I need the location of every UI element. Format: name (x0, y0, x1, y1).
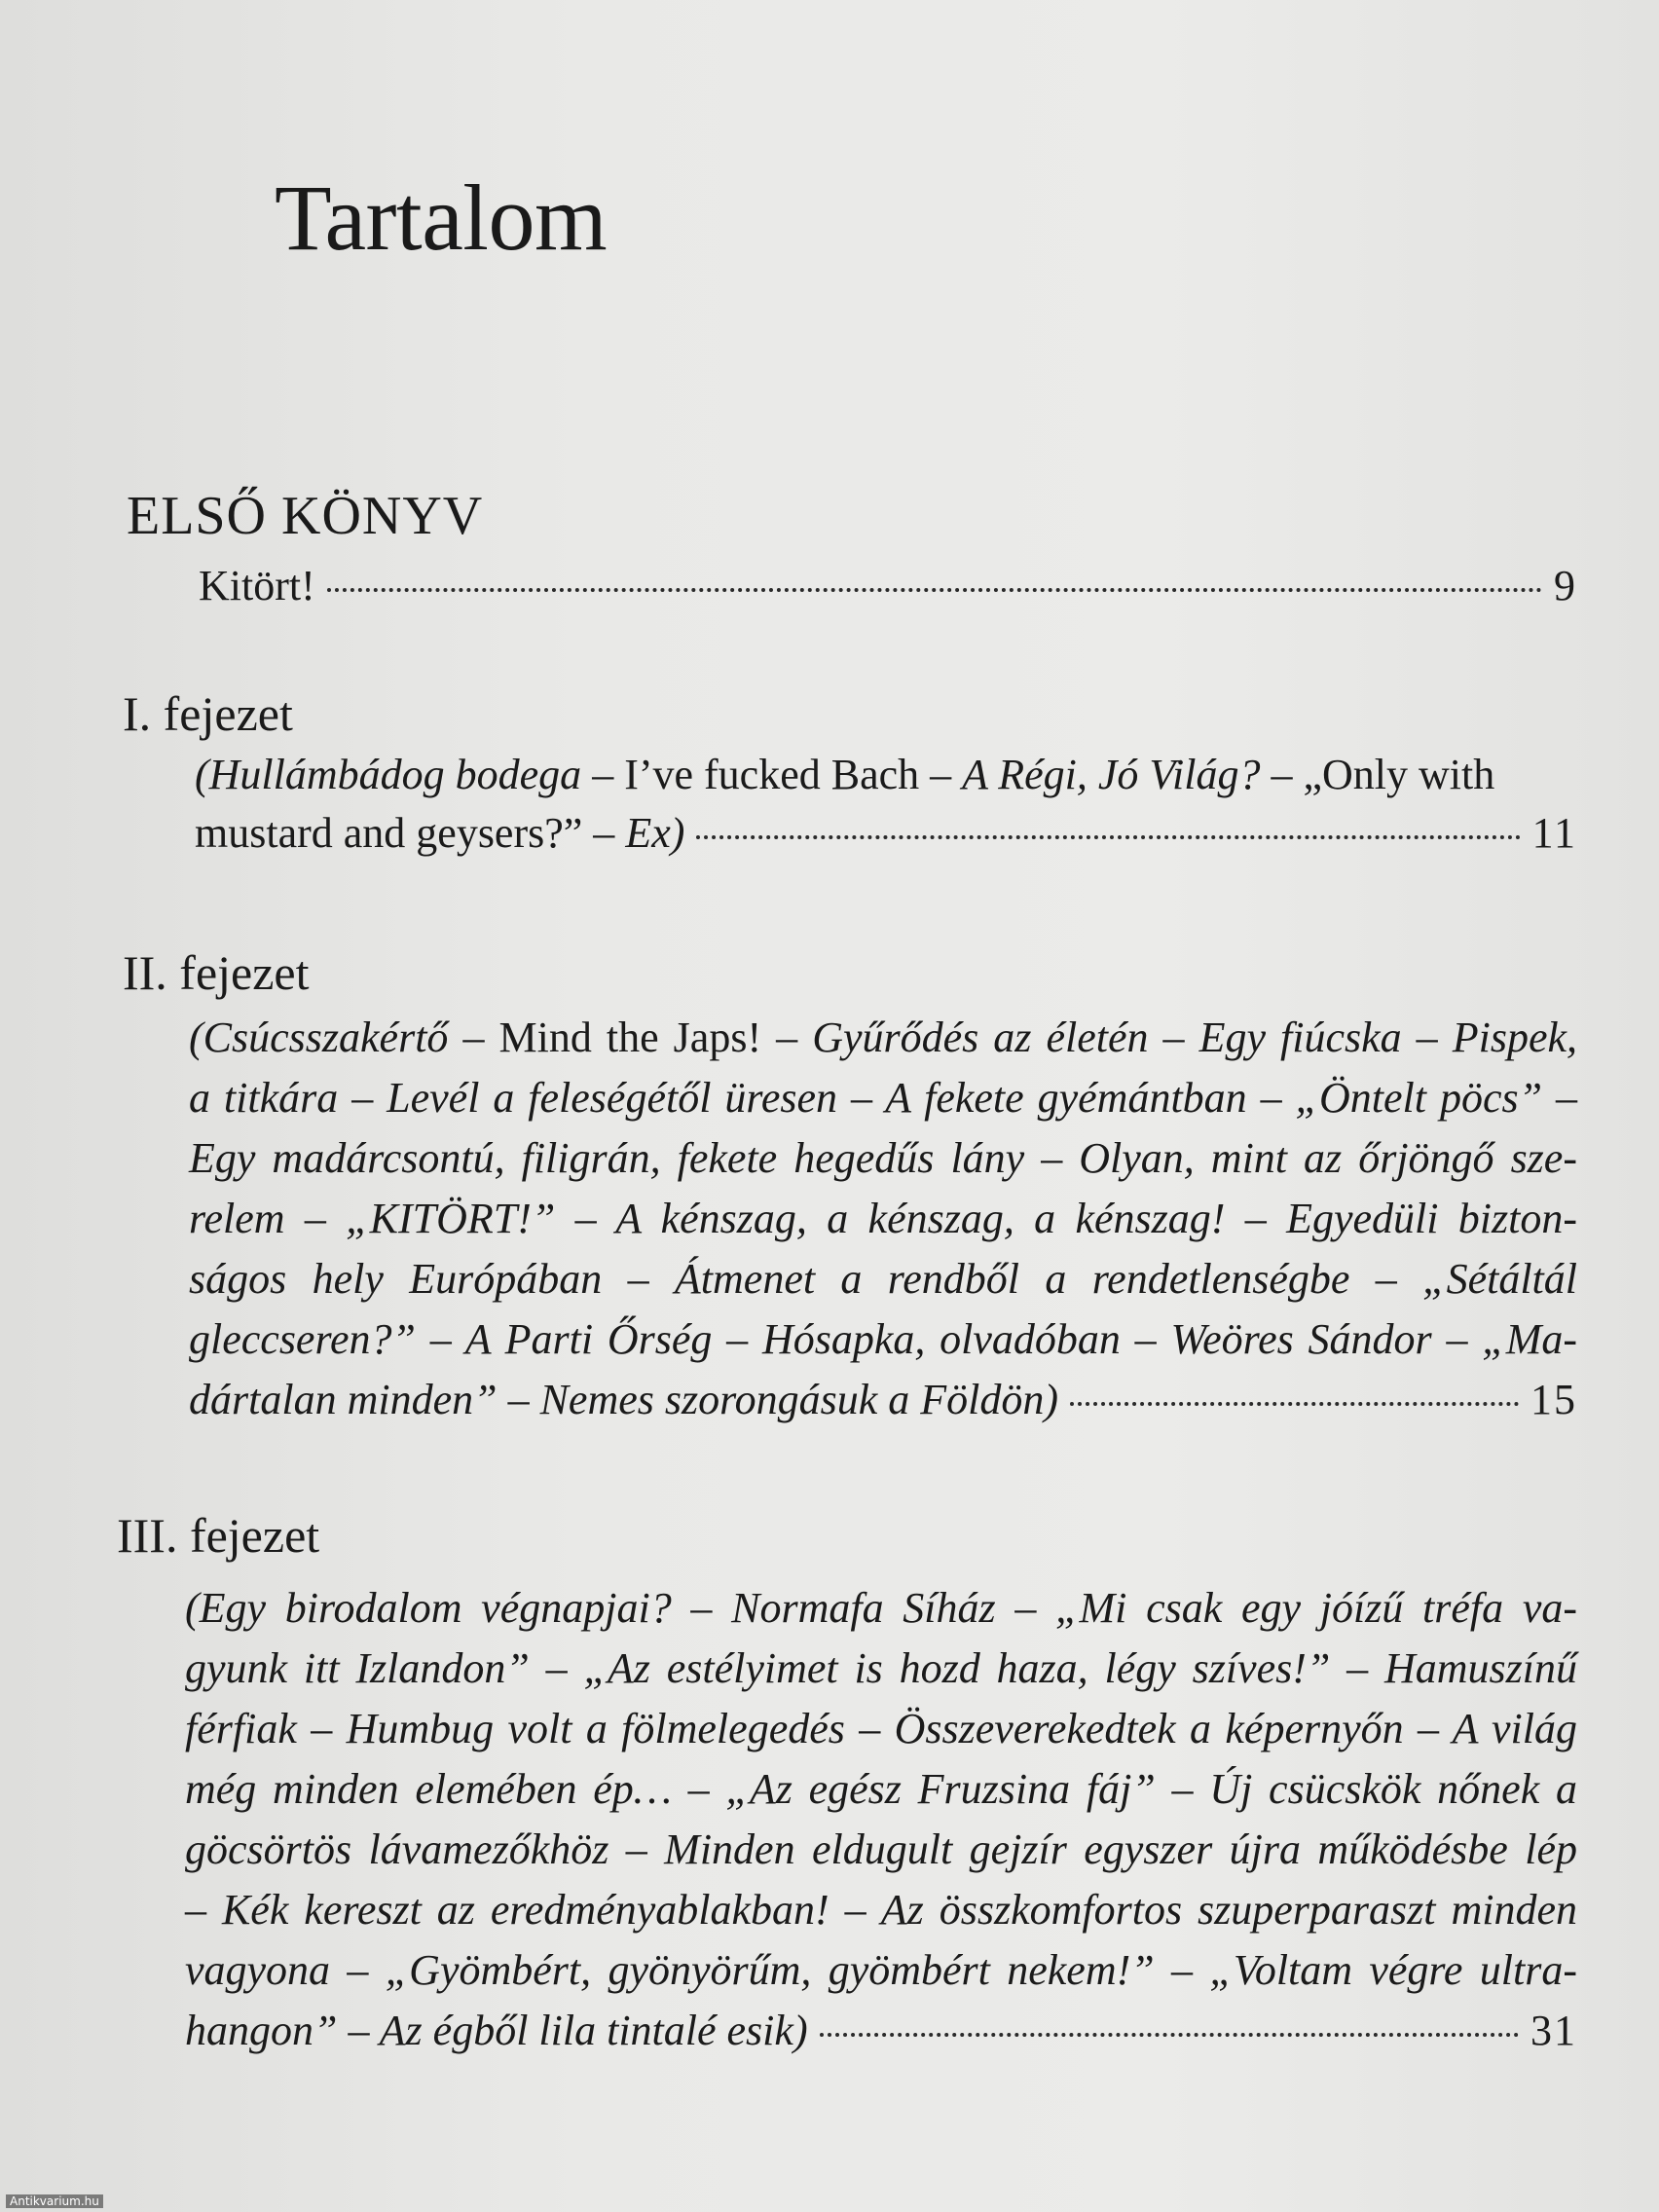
text-segment: gyunk itt Izlandon” – „Az estélyimet is hozd haza, légy szíves!” – Hamuszínű (185, 1644, 1577, 1692)
toc-entry-kitort[interactable] (199, 561, 1577, 610)
chapter-2-line-5 (189, 1254, 1577, 1304)
chapter-2-page: 15 (1530, 1376, 1577, 1423)
text-segment: ságos hely Európában – Átmenet a rendből a rendetlenségbe – „Sétáltál (189, 1255, 1577, 1303)
chapter-heading-3: III. fejezet (117, 1508, 320, 1563)
chapter-heading-2: II. fejezet (123, 945, 310, 1000)
toc-entry-label: Kitört! (199, 562, 315, 609)
chapter-heading-1: I. fejezet (123, 686, 293, 741)
text-segment: relem – „KITÖRT!” – A kénszag, a kénszag, a kénszag! – Egyedüli bizton- (189, 1195, 1577, 1242)
text-segment: (Csúcsszakértő (189, 1014, 449, 1061)
book-heading: ELSŐ KÖNYV (127, 486, 484, 546)
chapter-2-line-3 (189, 1133, 1577, 1183)
chapter-1-line-2 (195, 808, 1577, 858)
text-segment: A Régi, Jó Világ? (962, 751, 1261, 798)
text-segment: a titkára – Levél a feleségétől üresen – A fekete gyémántban – „Öntelt pöcs” – (189, 1074, 1577, 1122)
leader-dots (327, 588, 1542, 592)
chapter-3-line-8 (185, 2006, 1577, 2055)
text-segment: Ex) (625, 809, 685, 857)
leader-dots (820, 2033, 1519, 2037)
text-segment: gleccseren?” – A Parti Őrség – Hósapka, olvadóban – Weöres Sándor – „Ma- (189, 1315, 1577, 1363)
text-segment: még minden elemében ép… – „Az egész Fruzsina fáj” – Új csücskök nőnek a (185, 1765, 1577, 1813)
text-segment: (Hullámbádog bodega (195, 751, 582, 798)
text-segment: Gyűrődés az életén – Egy fiúcska – Pispek, (812, 1014, 1578, 1061)
watermark: Antikvarium.hu (6, 2194, 103, 2208)
chapter-3-line-2 (185, 1643, 1577, 1693)
text-segment: Egy madárcsontú, filigrán, fekete hegedűs lány – Olyan, mint az őrjöngő sze- (189, 1134, 1577, 1182)
chapter-2-line-6 (189, 1314, 1577, 1364)
leader-dots (1070, 1402, 1519, 1406)
chapter-3-line-4 (185, 1764, 1577, 1814)
text-segment: – „Only with (1260, 751, 1495, 798)
chapter-2-line-2 (189, 1073, 1577, 1123)
chapter-1-line-1 (195, 750, 1577, 799)
text-segment: vagyona – „Gyömbért, gyönyörűm, gyömbért nekem!” – „Voltam végre ultra- (185, 1946, 1577, 1994)
text-segment: férfiak – Humbug volt a fölmelegedés – Összeverekedtek a képernyőn – A világ (185, 1705, 1577, 1752)
chapter-3-line-3 (185, 1704, 1577, 1753)
text-segment: göcsörtös lávamezőkhöz – Minden eldugult gejzír egyszer újra működésbe lép (185, 1825, 1577, 1873)
text-segment: (Egy birodalom végnapjai? – Normafa Síház – „Mi csak egy jóízű tréfa va- (185, 1584, 1577, 1632)
chapter-2-line-1 (189, 1013, 1577, 1062)
page-title: Tartalom (275, 166, 608, 270)
text-segment: mustard and geysers?” – (195, 809, 626, 857)
text-segment: hangon” – Az égből lila tintalé esik) (185, 2007, 808, 2054)
chapter-2-line-7 (189, 1375, 1577, 1424)
leader-dots (696, 835, 1520, 839)
text-segment: dártalan minden” – Nemes szorongásuk a Földön) (189, 1376, 1059, 1423)
chapter-3-page: 31 (1530, 2007, 1577, 2054)
chapter-3-line-6 (185, 1885, 1577, 1935)
toc-entry-page: 9 (1554, 562, 1577, 609)
chapter-3-line-5 (185, 1825, 1577, 1874)
chapter-1-page: 11 (1531, 809, 1577, 857)
chapter-2-line-4 (189, 1194, 1577, 1243)
text-segment: – Mind the Japs! – (448, 1014, 813, 1061)
text-segment: – Kék kereszt az eredményablakban! – Az összkomfortos szuperparaszt minden (185, 1886, 1577, 1934)
text-segment: – I’ve fucked Bach – (581, 751, 963, 798)
chapter-3-line-1 (185, 1583, 1577, 1633)
chapter-3-line-7 (185, 1945, 1577, 1995)
